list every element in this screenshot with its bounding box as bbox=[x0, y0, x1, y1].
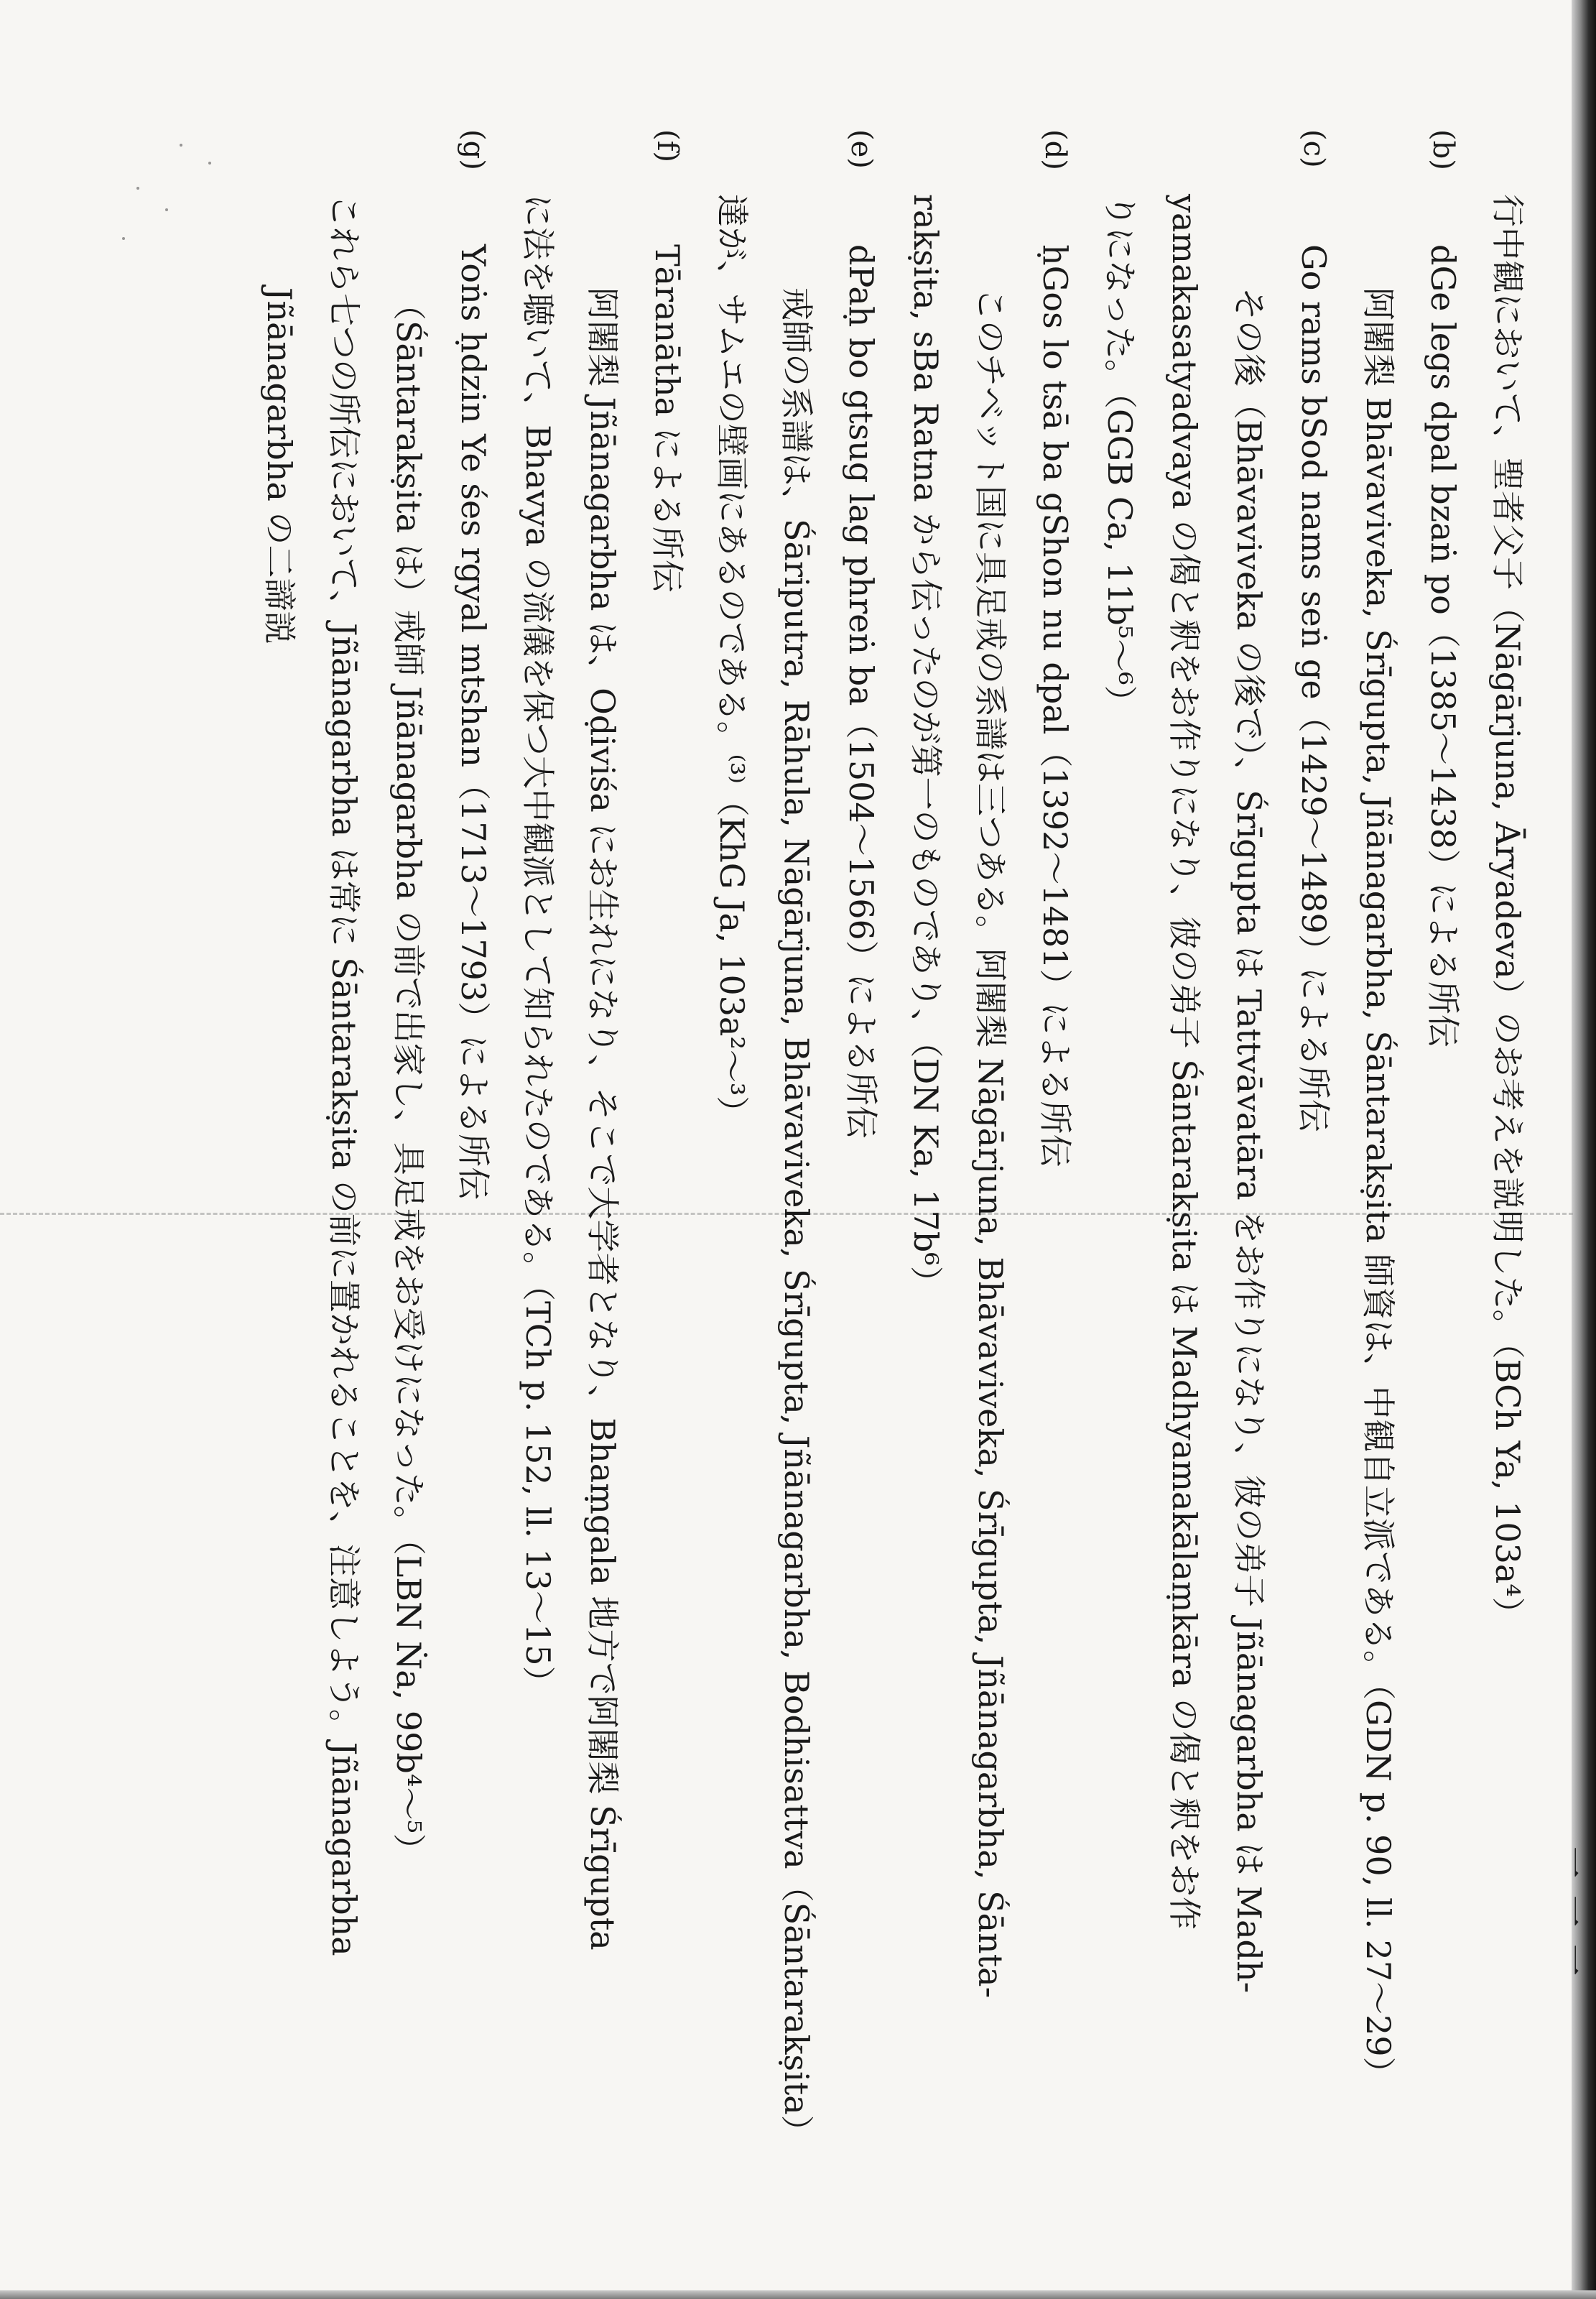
body-line: 行中観において、聖者父子（Nāgārjuna, Āryadeva）のお考えを説明した。（BCh Ya, 103a⁴） bbox=[1488, 194, 1527, 1630]
body-line: 戒師の系譜は、Śāriputra, Rāhula, Nāgārjuna, Bhāvaviveka, Śrīgupta, Jñānagarbha, Bodhisattva（Śāntarakṣita） bbox=[777, 287, 816, 2148]
document-page bbox=[165, 129, 1591, 2148]
body-line: 達が、サムエの壁画にあるのである。⁽³⁾（KhG Ja, 103a²〜³） bbox=[713, 194, 751, 1129]
body-line: に法を聴いて、Bhavya の流儀を保つ大中観派として知られたのである。（TCh p. 152, ll. 13〜15） bbox=[519, 194, 557, 1699]
body-line: rakṣita, sBa Ratna から伝ったのが第一のものであり、（DN Ka, 17b⁶） bbox=[906, 194, 945, 1299]
section-marker-g: (g) bbox=[457, 129, 490, 170]
body-line: このチベット国に具足戒の系譜は三つある。阿闍梨 Nāgārjuna, Bhāvaviveka, Śrīgupta, Jñānagarbha, Śānta- bbox=[971, 287, 1010, 1999]
body-line: 阿闍梨 Bhāvaviveka, Śrīgupta, Jñānagarbha, Śāntarakṣita 師資は、中観自立派である。（GDN p. 90, ll. 27〜29） bbox=[1359, 287, 1398, 2090]
body-line: yamakasatyadvaya の偈と釈をお作りになり、彼の弟子 Śāntarakṣita は Madhyamakālaṃkāra の偈と釈をお作 bbox=[1165, 194, 1204, 1930]
body-line: その後（Bhāvaviveka の後で）、Śrīgupta は Tattvāvatāra をお作りになり、彼の弟子 Jñānagarbha は Madh- bbox=[1230, 287, 1268, 1994]
source-heading-d: ḥGos lo tsā ba gShon nu dpal（1392〜1481）による所伝 bbox=[1036, 244, 1075, 1167]
source-heading-c: Go rams bSod nams seṅ ge（1429〜1489）による所伝 bbox=[1294, 244, 1333, 1132]
section-marker-f: (f) bbox=[651, 129, 684, 163]
page-number: 一一一 bbox=[1554, 1846, 1591, 1993]
section-marker-c: (c) bbox=[1297, 129, 1330, 168]
scan-speck bbox=[136, 187, 139, 190]
body-line: 阿闍梨 Jñānagarbha は、Oḍiviśa にお生れになり、そこで大学者となり、Bhaṃgala 地方で阿闍梨 Śrīgupta bbox=[583, 287, 622, 1951]
scan-speck bbox=[180, 144, 182, 147]
section-title: Jñānagarbha の二諦説 bbox=[260, 287, 299, 644]
scan-speck bbox=[122, 237, 125, 240]
section-marker-d: (d) bbox=[1039, 129, 1072, 170]
scan-speck bbox=[208, 162, 211, 165]
source-heading-f: Tāranātha による所伝 bbox=[648, 244, 687, 593]
body-line: （Śāntarakṣita は）戒師 Jñānagarbha の前で出家し、具足戒をお受けになった。（LBN Ṅa, 99b⁴〜⁵） bbox=[389, 287, 428, 1867]
body-line: これら七つの所伝において、Jñānagarbha は常に Śāntarakṣita の前に置かれることを、注意しよう。Jñānagarbha bbox=[325, 194, 363, 1956]
source-heading-e: dPaḥ bo gtsug lag phreṅ ba（1504〜1566）による所伝 bbox=[842, 244, 881, 1139]
section-marker-b: (b) bbox=[1426, 129, 1460, 170]
source-heading-g: Yoṅs ḥdzin Ye śes rgyal mtshan（1713〜1793）による所伝 bbox=[454, 244, 493, 1201]
section-marker-e: (e) bbox=[845, 129, 878, 169]
body-line: りになった。（GGB Ca, 11b⁵〜⁶） bbox=[1100, 194, 1139, 718]
page-edge-bottom bbox=[0, 2290, 1596, 2299]
source-heading-b: dGe legs dpal bzaṅ po（1385〜1438）による所伝 bbox=[1424, 244, 1462, 1047]
